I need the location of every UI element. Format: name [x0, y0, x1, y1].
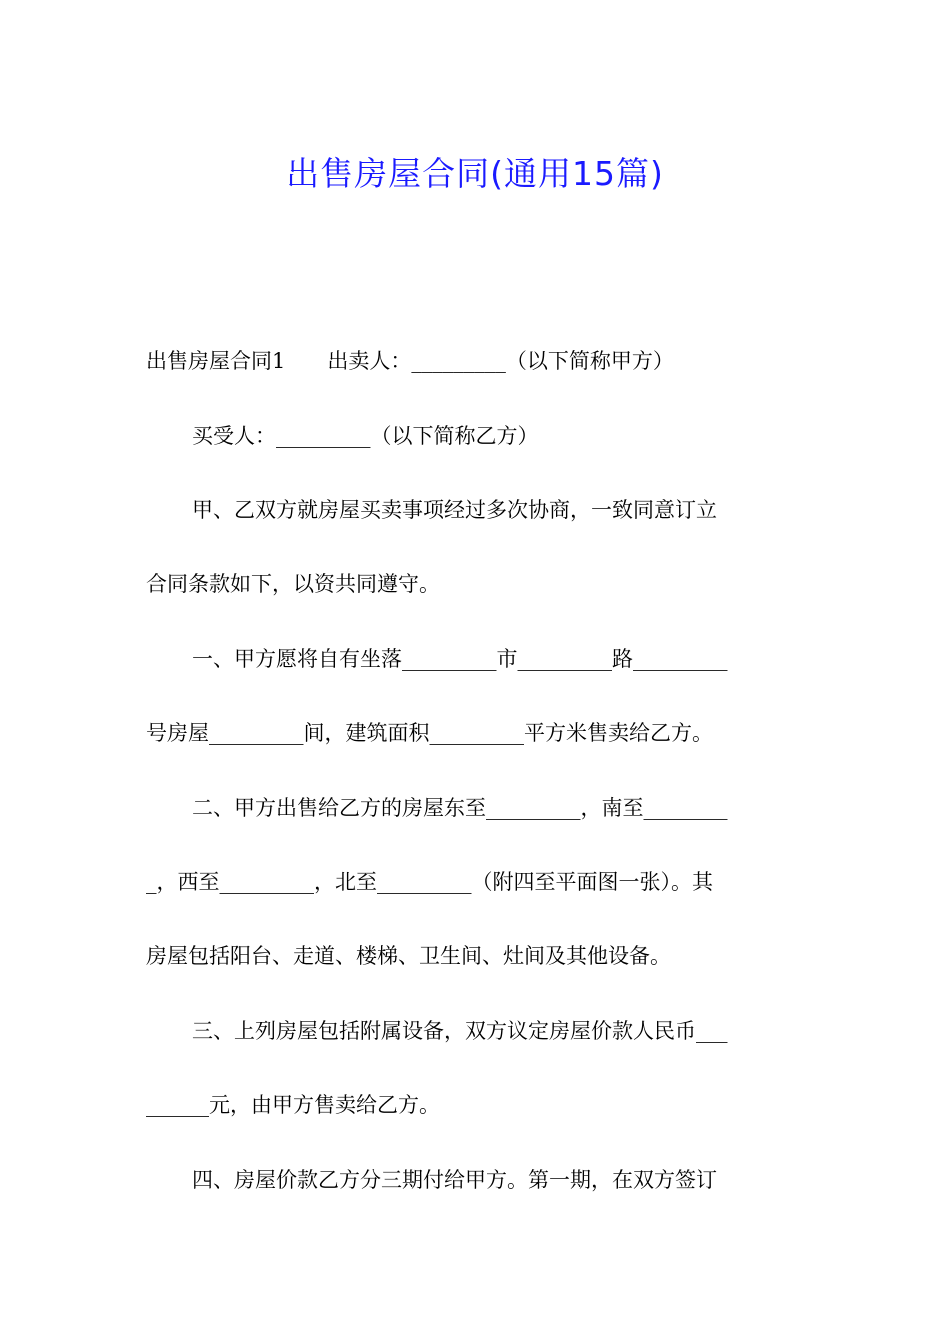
text-line-clause-3-cont: ______元，由甲方售卖给乙方。 — [146, 1093, 440, 1117]
text-line-buyer: 买受人：_________（以下简称乙方） — [192, 424, 539, 448]
text-line-clause-1: 一、甲方愿将自有坐落_________市_________路_________ — [192, 647, 728, 671]
text-line-clause-3: 三、上列房屋包括附属设备，双方议定房屋价款人民币___ — [192, 1019, 728, 1043]
text-line-clause-2: 二、甲方出售给乙方的房屋东至_________，南至________ — [192, 796, 728, 820]
text-line-clause-1-cont: 号房屋_________间，建筑面积_________平方米售卖给乙方。 — [146, 721, 713, 745]
text-line-contract-header: 出售房屋合同1 出卖人：_________（以下简称甲方） — [146, 349, 674, 373]
text-line-clause-2-end: 房屋包括阳台、走道、楼梯、卫生间、灶间及其他设备。 — [146, 944, 671, 968]
text-line-clause-4: 四、房屋价款乙方分三期付给甲方。第一期，在双方签订 — [192, 1168, 717, 1192]
text-line-agreement: 甲、乙双方就房屋买卖事项经过多次协商，一致同意订立 — [192, 498, 717, 522]
document-title: 出售房屋合同(通用15篇) — [286, 154, 664, 194]
text-line-clause-2-cont: _，西至_________，北至_________（附四至平面图一张）。其 — [146, 870, 713, 894]
text-line-agreement-cont: 合同条款如下，以资共同遵守。 — [146, 572, 440, 596]
